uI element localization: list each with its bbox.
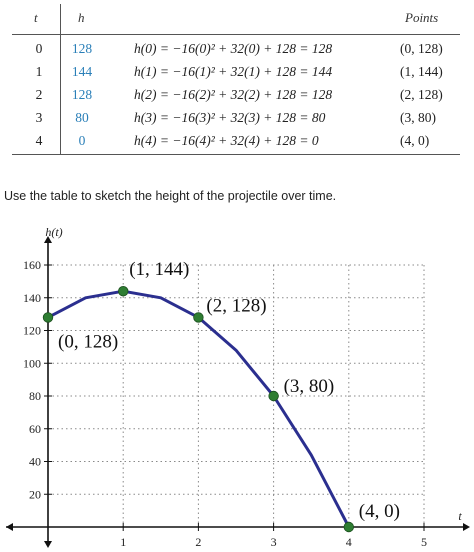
data-point [269,391,279,401]
y-tick-label: 120 [23,323,41,338]
table-cell-equation: h(2) = −16(2)² + 32(2) + 128 = 128 [134,87,333,102]
y-tick-label: 140 [23,290,41,305]
table-cell-t: 3 [35,110,43,125]
y-tick-label: 160 [23,258,41,272]
data-label: (2, 128) [206,295,267,317]
chart-axes [6,225,470,548]
table-cell-h: 128 [71,41,93,56]
table-cell-point: (3, 80) [400,110,436,125]
y-tick-label: 80 [29,389,41,403]
table-cell-equation: h(1) = −16(1)² + 32(1) + 128 = 144 [134,64,333,79]
table-cell-t: 1 [35,64,43,79]
table-cell-t: 4 [35,133,43,148]
data-label: (4, 0) [358,501,400,522]
x-tick-label: 4 [345,535,352,549]
x-axis-arrow-right [463,523,470,531]
table-cell-equation: h(3) = −16(3)² + 32(3) + 128 = 80 [134,110,326,125]
y-tick-label: 40 [29,454,41,469]
data-point [344,522,354,532]
x-tick-label: 2 [195,535,202,549]
table-header-points: Points [405,10,439,25]
table-cell-h: 144 [71,64,93,79]
data-point [194,313,204,323]
height-over-time-chart [0,222,474,550]
values-table [0,0,474,160]
y-axis-label: h(t) [45,225,63,239]
table-cell-equation: h(0) = −16(0)² + 32(0) + 128 = 128 [134,41,333,56]
table-cell-point: (2, 128) [400,87,443,102]
x-tick-label: 3 [270,535,277,549]
table-header-h: h [78,10,85,25]
data-point [43,313,53,323]
data-label: (1, 144) [129,259,190,281]
x-tick-label: 5 [421,535,427,549]
table-cell-point: (4, 0) [400,133,430,148]
data-label: (3, 80) [283,376,335,397]
x-axis-label: t [458,509,462,523]
y-axis-arrow-down [44,541,52,548]
table-cell-h: 0 [78,133,86,148]
table-column-divider [60,4,61,154]
table-cell-t: 0 [35,41,43,56]
table-header-rule [12,34,460,35]
x-axis-arrow-left [6,523,13,531]
y-tick-label: 20 [29,487,41,502]
instruction-caption: Use the table to sketch the height of the projectile over time. [4,189,337,203]
table-bottom-rule [12,154,460,155]
data-label: (0, 128) [58,331,119,353]
chart-point-labels [58,259,400,522]
table-cell-h: 80 [75,110,89,125]
data-point [118,286,128,296]
x-tick-label: 1 [120,535,127,549]
table-cell-equation: h(4) = −16(4)² + 32(4) + 128 = 0 [134,133,319,148]
table-cell-point: (0, 128) [400,41,443,56]
table-header-t: t [34,10,38,25]
y-tick-label: 60 [29,421,41,436]
table-cell-h: 128 [71,87,93,102]
table-cell-point: (1, 144) [400,64,443,79]
y-tick-label: 100 [23,356,41,371]
table-cell-t: 2 [35,87,43,102]
